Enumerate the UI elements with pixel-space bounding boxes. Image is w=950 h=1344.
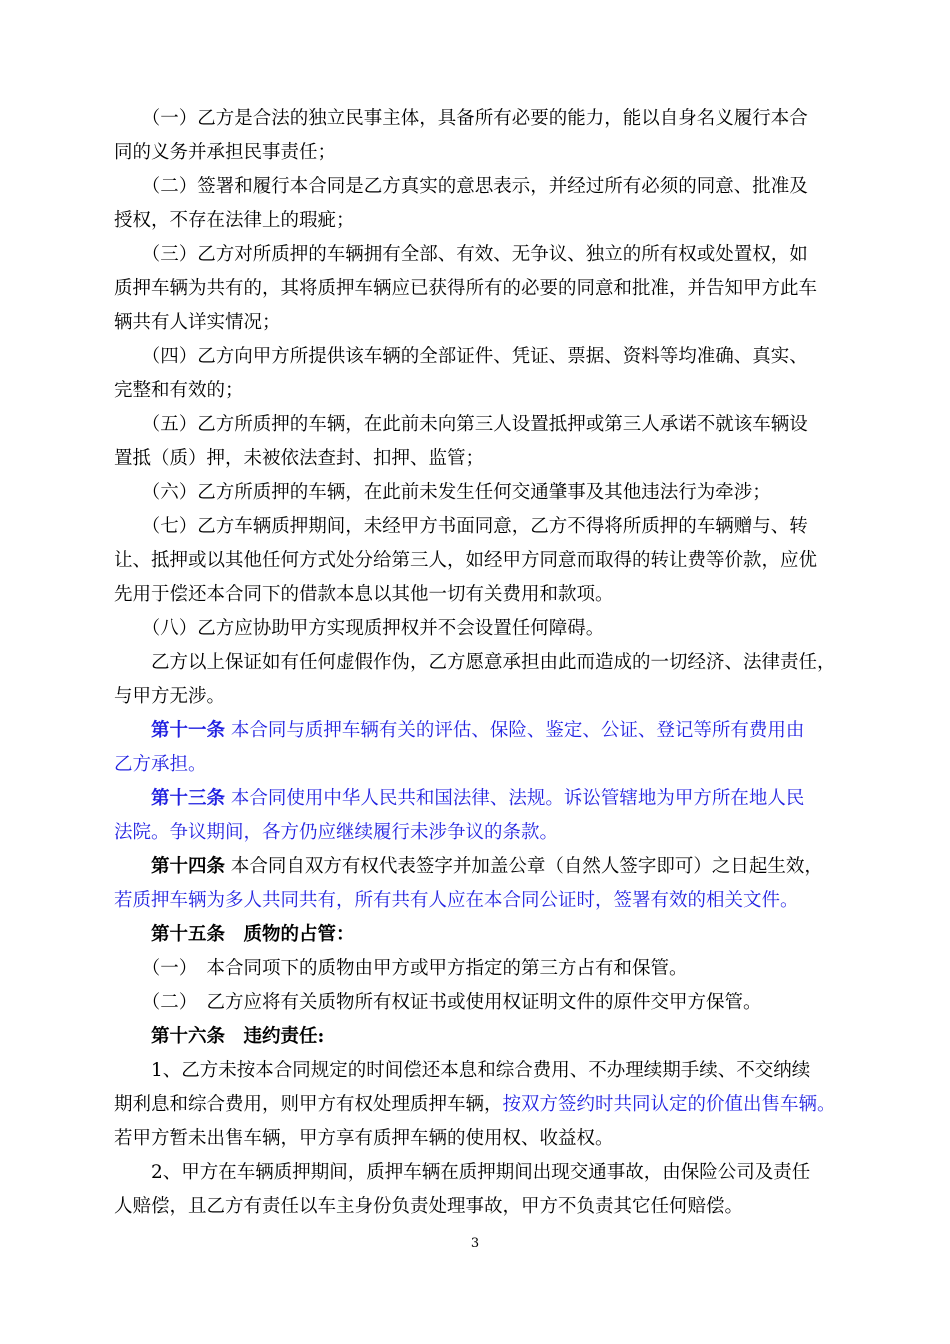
clause-2-line-1: （二）签署和履行本合同是乙方真实的意思表示，并经过所有必须的同意、批准及 [114,176,808,197]
article-16-p1-line-1: 1、乙方未按本合同规定的时间偿还本息和综合费用、不办理续期手续、不交纳续 [114,1060,811,1081]
page-number: 3 [470,1236,480,1251]
article-14-line-1 [114,855,844,879]
article-11-title: 第十一条 [114,720,226,741]
clause-6-line-1: （六）乙方所质押的车辆，在此前未发生任何交通肇事及其他违法行为牵涉； [114,482,771,503]
clause-4-line-1: （四）乙方向甲方所提供该车辆的全部证件、凭证、票据、资料等均准确、真实、 [114,346,808,367]
article-13-line-2: 法院。争议期间，各方仍应继续履行未涉争议的条款。 [114,822,559,843]
article-14-line-2: 若质押车辆为多人共同共有，所有共有人应在本合同公证时，签署有效的相关文件。 [114,890,799,911]
clause-3-line-1: （三）乙方对所质押的车辆拥有全部、有效、无争议、独立的所有权或处置权，如 [114,244,808,265]
clause-1-line-2: 同的义务并承担民事责任； [114,142,337,163]
clause-5-line-2: 置抵（质）押，未被依法查封、扣押、监管； [114,448,485,469]
article-11-line-1 [114,719,844,743]
clause-8-line-1: （八）乙方应协助甲方实现质押权并不会设置任何障碍。 [114,618,605,639]
clause-7-line-2: 让、抵押或以其他任何方式处分给第三人，如经甲方同意而取得的转让费等价款，应优 [114,550,818,571]
article-16-p1-text: 期利息和综合费用，则甲方有权处理质押车辆， [114,1094,503,1115]
article-11-line-2: 乙方承担。 [114,754,207,775]
article-11-text: 本合同与质押车辆有关的评估、保险、鉴定、公证、登记等所有费用由 [225,720,805,741]
clause-2-line-2: 授权，不存在法律上的瑕疵； [114,210,355,231]
clause-3-line-3: 辆共有人详实情况； [114,312,281,333]
article-16-p2-line-2: 人赔偿，且乙方有责任以车主身份负责处理事故，甲方不负责其它任何赔偿。 [114,1196,744,1217]
article-16-title: 第十六条 违约责任: [114,1026,325,1047]
article-15-item-2: （二） 乙方应将有关质物所有权证书或使用权证明文件的原件交甲方保管。 [114,992,762,1013]
article-15-title: 第十五条 质物的占管： [114,924,355,945]
article-16-p2-line-1: 2、甲方在车辆质押期间，质押车辆在质押期间出现交通事故，由保险公司及责任 [114,1162,811,1183]
article-13-line-1 [114,787,844,811]
clause-7-line-1: （七）乙方车辆质押期间，未经甲方书面同意，乙方不得将所质押的车辆赠与、转 [114,516,808,537]
article-14-text: 本合同自双方有权代表签字并加盖公章（自然人签字即可）之日起生效， [225,856,823,877]
article-13-title: 第十三条 [114,788,226,809]
article-13-text: 本合同使用中华人民共和国法律、法规。诉讼管辖地为甲方所在地人民 [225,788,805,809]
article-14-title: 第十四条 [114,856,226,877]
clause-4-line-2: 完整和有效的； [114,380,244,401]
article-15-item-1: （一） 本合同项下的质物由甲方或甲方指定的第三方占有和保管。 [114,958,688,979]
clause-1-line-1: （一）乙方是合法的独立民事主体，具备所有必要的能力，能以自身名义履行本合 [114,108,808,129]
guarantee-line-2: 与甲方无涉。 [114,686,226,707]
article-16-p1-line-3: 若甲方暂未出售车辆，甲方享有质押车辆的使用权、收益权。 [114,1128,614,1149]
clause-5-line-1: （五）乙方所质押的车辆，在此前未向第三人设置抵押或第三人承诺不就该车辆设 [114,414,808,435]
article-16-p1-highlight: 按双方签约时共同认定的价值出售车辆。 [502,1094,836,1115]
clause-3-line-2: 质押车辆为共有的，其将质押车辆应已获得所有的必要的同意和批准，并告知甲方此车 [114,278,818,299]
article-16-p1-line-2 [114,1093,844,1117]
clause-7-line-3: 先用于偿还本合同下的借款本息以其他一切有关费用和款项。 [114,584,614,605]
guarantee-line-1: 乙方以上保证如有任何虚假作伪，乙方愿意承担由此而造成的一切经济、法律责任， [114,652,836,673]
